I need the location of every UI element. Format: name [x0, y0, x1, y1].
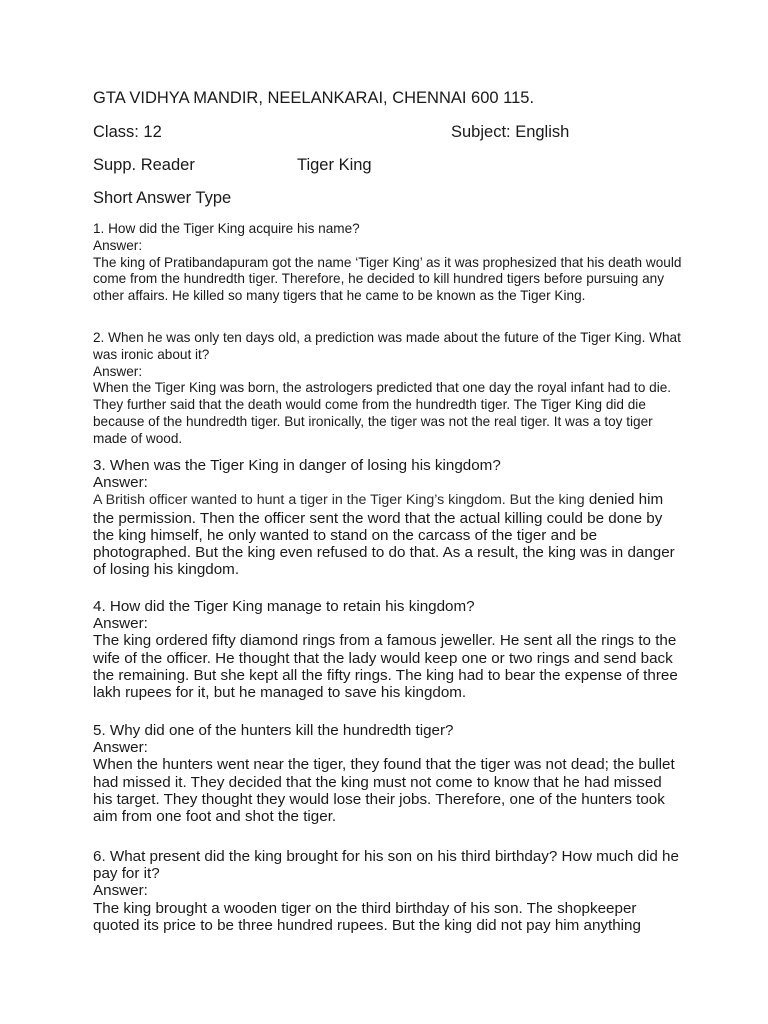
answer-text: When the hunters went near the tiger, they found that the tiger was not dead; the bullet had missed it. They decided that the king must not come to know that he had missed his target. They thought they would lose their jobs. Therefore, one of the hunters took aim from one foot and shot the tiger. [93, 756, 675, 826]
question-text: 4. How did the Tiger King manage to retain his kingdom? [93, 598, 475, 615]
answer-label: Answer: [93, 615, 148, 633]
qa-item-2 [93, 330, 683, 448]
qa-item-1 [93, 221, 683, 305]
answer-label: Answer: [93, 237, 143, 253]
chapter-title: Tiger King [297, 156, 372, 174]
question-text: 2. When he was only ten days old, a prediction was made about the future of the Tiger King. What was ironic about it? [93, 330, 681, 362]
section-title: Short Answer Type [93, 189, 232, 207]
question-text: 6. What present did the king brought for his son on his third birthday? How much did he pay for it? [93, 848, 679, 883]
question-text: 5. Why did one of the hunters kill the hundredth tiger? [93, 722, 454, 739]
answer-rest-text: denied him the permission. Then the officer sent the word that the actual killing could be done by the king himself, he only wanted to stand on the carcass of the tiger and be photographed. But the king even refused to do that. As a result, the king was in danger of losing his kingdom. [93, 491, 675, 579]
answer-label: Answer: [93, 363, 143, 379]
answer-label: Answer: [93, 882, 148, 900]
answer-text: The king of Pratibandapuram got the name ‘Tiger King’ as it was prophesized that his death would come from the hundredth tiger. Therefore, he decided to kill hundred tigers before pursuing any other affairs. He killed so many tigers that he came to be known as the Tiger King. [93, 254, 682, 304]
qa-item-3 [93, 457, 683, 578]
class-label: Class: 12 [93, 123, 162, 141]
qa-item-4 [93, 598, 683, 701]
answer-text [93, 491, 683, 578]
reader-label: Supp. Reader [93, 156, 195, 174]
qa-item-6 [93, 848, 683, 934]
answer-lead-text: A British officer wanted to hunt a tiger in the Tiger King’s kingdom. But the king [93, 492, 585, 509]
answer-label: Answer: [93, 739, 148, 757]
answer-text: The king ordered fifty diamond rings from a famous jeweller. He sent all the rings to the wife of the officer. He thought that the lady would keep one or two rings and send back the remaining. But she kept all the fifty rings. The king had to bear the expense of three lakh rupees for it, but he managed to save his kingdom. [93, 632, 678, 702]
answer-label: Answer: [93, 474, 148, 492]
question-text: 3. When was the Tiger King in danger of losing his kingdom? [93, 457, 501, 474]
answer-text: The king brought a wooden tiger on the third birthday of his son. The shopkeeper quoted its price to be three hundred rupees. But the king did not pay him anything [93, 899, 641, 934]
answer-text: When the Tiger King was born, the astrologers predicted that one day the royal infant had to die. They further said that the death would come from the hundredth tiger. The Tiger King did die because of the hundredth tiger. But ironically, the tiger was not the real tiger. It was a toy tiger made of wood. [93, 380, 672, 446]
question-text: 1. How did the Tiger King acquire his name? [93, 221, 360, 236]
school-heading: GTA VIDHYA MANDIR, NEELANKARAI, CHENNAI 600 115. [93, 89, 535, 107]
subject-label: Subject: English [451, 123, 570, 141]
qa-item-5 [93, 722, 683, 825]
